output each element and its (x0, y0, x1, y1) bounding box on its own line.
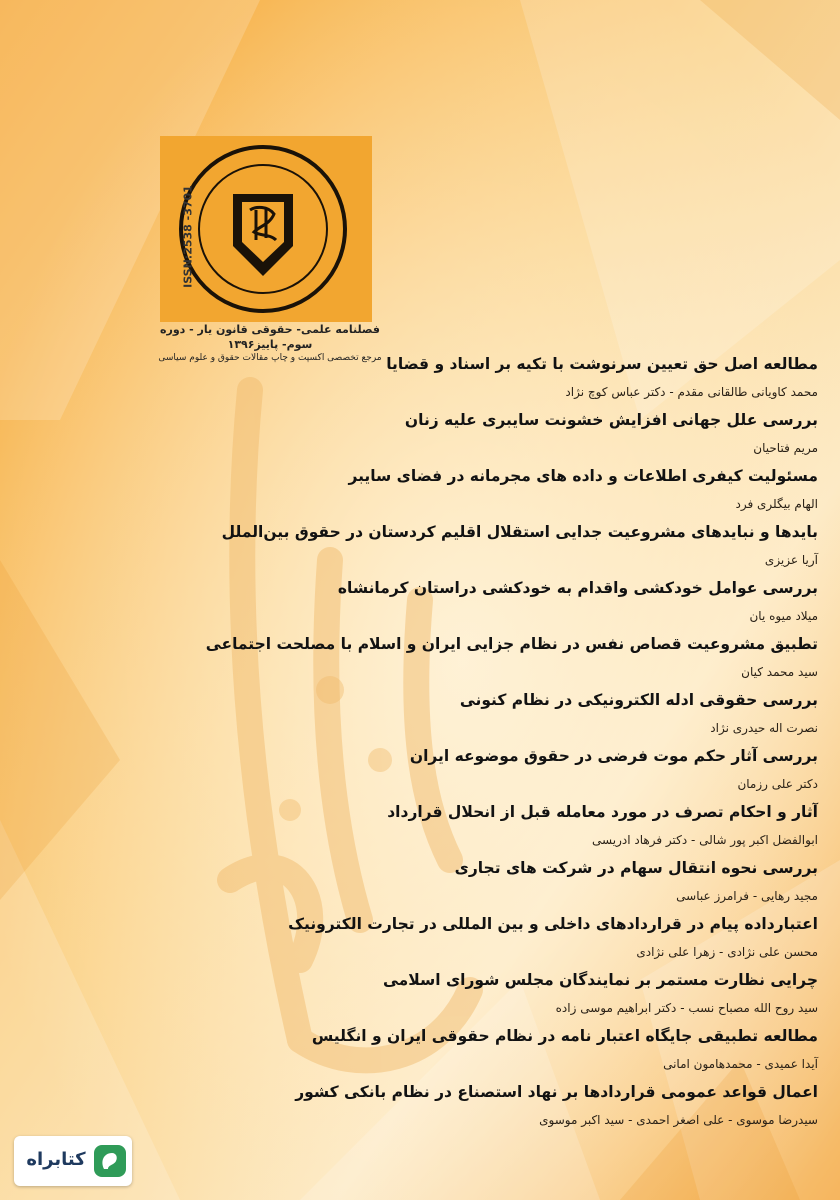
article-authors: دکتر علی رزمان (737, 777, 818, 791)
article-title: تطبیق مشروعیت قصاص نفس در نظام جزایی ایران و اسلام با مصلحت اجتماعی (205, 635, 818, 653)
ketabrah-badge[interactable] (14, 1136, 132, 1186)
article-title: بررسی نحوه انتقال سهام در شرکت های تجاری (454, 859, 818, 877)
article-authors: مجید رهایی - فرامرز عباسی (676, 889, 818, 903)
article-title: بررسی آثار حکم موت فرضی در حقوق موضوعه ایران (409, 747, 818, 765)
article-authors: محمد کاویانی طالقانی مقدم - دکتر عباس کوچ نژاد (565, 385, 818, 399)
article-item (18, 572, 818, 628)
article-authors: محسن علی نژادی - زهرا علی نژادی (636, 945, 818, 959)
article-title: آثار و احکام تصرف در مورد معامله قبل از انحلال قرارداد (387, 803, 818, 821)
issue-line: فصلنامه علمی- حقوقی قانون یار - دوره سوم- پاییز۱۳۹۶ (160, 323, 380, 351)
article-item (18, 1020, 818, 1076)
article-item (18, 404, 818, 460)
article-title: بررسی حقوقی ادله الکترونیکی در نظام کنونی (459, 691, 818, 709)
article-authors: سید محمد کیان (741, 665, 818, 679)
article-authors: سید روح الله مصباح نسب - دکتر ابراهیم موسی زاده (555, 1001, 818, 1015)
article-authors: میلاد میوه یان (749, 609, 818, 623)
article-title: بایدها و نبایدهای مشروعیت جدایی استقلال اقلیم کردستان در حقوق بین‌الملل (221, 523, 818, 541)
article-title: مطالعه تطبیقی جایگاه اعتبار نامه در نظام حقوقی ایران و انگلیس (311, 1027, 818, 1045)
article-item (18, 740, 818, 796)
journal-tagline: مرجع تخصصی اکسپت و چاپ مقالات حقوق و علوم سیاسی (158, 353, 382, 363)
article-item (18, 852, 818, 908)
article-title: مطالعه اصل حق تعیین سرنوشت با تکیه بر اسناد و قضایا (386, 355, 818, 373)
article-item (18, 796, 818, 852)
article-item (18, 1076, 818, 1132)
ketabrah-logo-icon (94, 1145, 126, 1177)
article-authors: آریا عزیزی (764, 553, 818, 567)
ketabrah-label: کتابراه (26, 1149, 86, 1170)
article-list (18, 348, 818, 1132)
article-title: مسئولیت کیفری اطلاعات و داده های مجرمانه در فضای سایبر (348, 467, 818, 485)
article-title: چرایی نظارت مستمر بر نمایندگان مجلس شورای اسلامی (382, 971, 818, 989)
article-authors: سیدرضا موسوی - علی اصغر احمدی - سید اکبر موسوی (539, 1113, 818, 1127)
article-item (18, 908, 818, 964)
article-item (18, 964, 818, 1020)
article-authors: نصرت اله حیدری نژاد (710, 721, 818, 735)
issn-label: ISSN:2538 -3701 (181, 185, 195, 288)
article-authors: مریم فتاحیان (753, 441, 818, 455)
article-title: بررسی علل جهانی افزایش خشونت سایبری علیه زنان (404, 411, 818, 429)
article-title: بررسی عوامل خودکشی واقدام به خودکشی دراستان کرمانشاه (337, 579, 818, 597)
article-item (18, 516, 818, 572)
article-item (18, 628, 818, 684)
article-authors: آیدا عمیدی - محمدهامون امانی (663, 1057, 818, 1071)
article-item (18, 460, 818, 516)
article-authors: الهام بیگلری فرد (735, 497, 818, 511)
article-item (18, 348, 818, 404)
article-item (18, 684, 818, 740)
article-title: اعمال قواعد عمومی قراردادها بر نهاد استصناع در نظام بانکی کشور (295, 1083, 818, 1101)
article-authors: ابوالفضل اکبر پور شالی - دکتر فرهاد ادریسی (592, 833, 818, 847)
article-title: اعتبارداده پیام در قراردادهای داخلی و بین المللی در تجارت الکترونیک (288, 915, 818, 933)
